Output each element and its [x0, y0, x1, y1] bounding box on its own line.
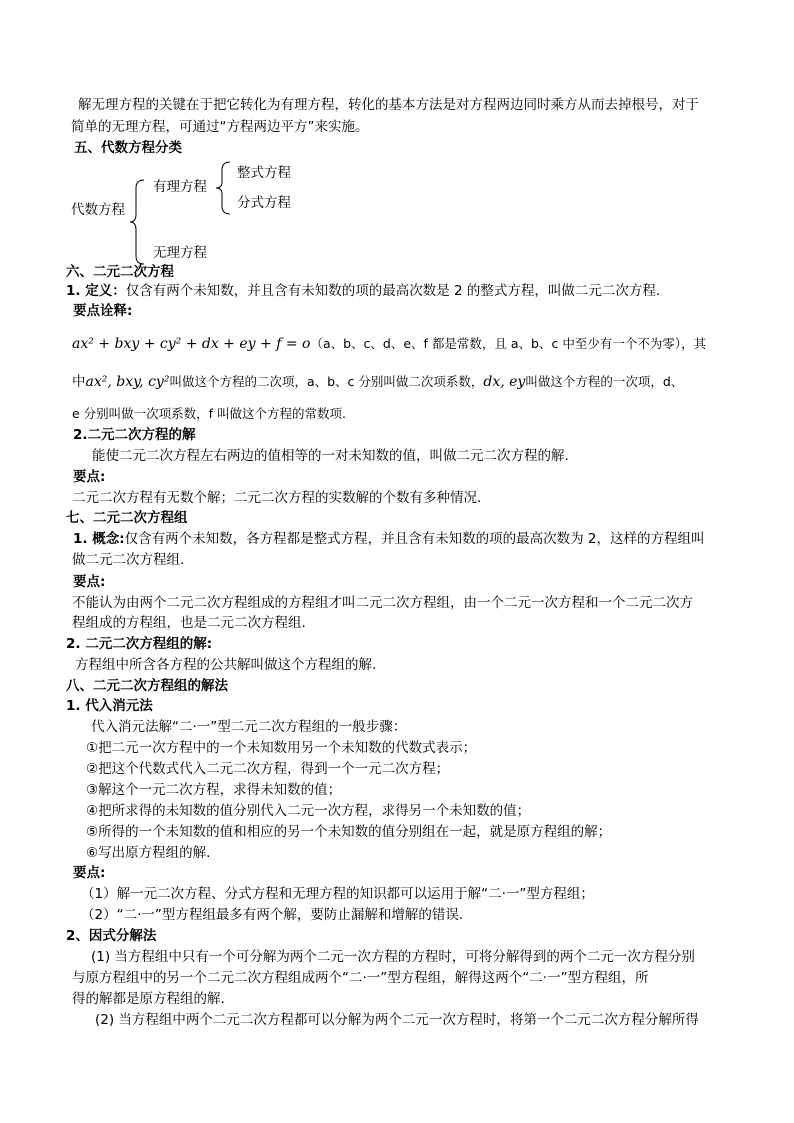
- quadratic-terms-text: 叫做这个方程的二次项，a、b、c 分别叫做二次项系数，: [169, 374, 484, 389]
- section7-heading: 七、二元二次方程组: [66, 510, 188, 526]
- step-5: ⑤所得的一个未知数的值和相应的另一个未知数的值分别组在一起，就是原方程组的解；: [86, 824, 612, 840]
- line-prefix: 中: [72, 374, 86, 390]
- quadratic-terms-line: [72, 372, 683, 392]
- section5-heading: 五、代数方程分类: [74, 140, 182, 156]
- system-solution-text: 方程组中所含各方程的公共解叫做这个方程组的解.: [75, 657, 377, 673]
- key-8-2: （2）“二·一”型方程组最多有两个解，要防止漏解和增解的错误.: [81, 907, 464, 923]
- step-4: ④把所求得的未知数的值分别代入二元一次方程，求得另一个未知数的值；: [86, 803, 531, 819]
- method2-p1-line-1: (1) 当方程组中只有一个可分解为两个二元一次方程的方程时，可将分解得到的两个二元一次方程分别: [91, 949, 695, 965]
- concept-line-2: 做二元二次方程组.: [72, 552, 185, 568]
- key-heading-6: 要点:: [73, 469, 106, 485]
- intro-line-1: 解无理方程的关键在于把它转化为有理方程，转化的基本方法是对方程两边同时乘方从而去掉根号，对于: [78, 97, 699, 113]
- general-form-line: [72, 334, 706, 354]
- method2-p1-line-2: 与原方程组中的另一个二元二次方程组成两个“二·一”型方程组，解得这两个“二·一”型方程组，所: [72, 970, 649, 986]
- large-brace-icon: [128, 178, 148, 266]
- linear-terms-text: 叫做这个方程的一次项，d、: [525, 374, 684, 389]
- key-text-7-2: 程组成的方程组，也是二元二次方程组.: [72, 615, 306, 631]
- definition-text: 仅含有两个未知数，并且含有未知数的项的最高次数是 2 的整式方程，叫做二元二次方程.: [125, 283, 661, 299]
- step-2: ②把这个代数式代入二元二次方程，得到一个一元二次方程；: [86, 761, 450, 777]
- quadratic-terms: ax², bxy, cy²: [85, 374, 170, 390]
- section8-heading: 八、二元二次方程组的解法: [66, 678, 228, 694]
- definition-label: 1. 定义：: [66, 283, 126, 299]
- method1-intro: 代入消元法解“二·一”型二元二次方程组的一般步骤：: [91, 719, 407, 735]
- key-heading-8: 要点:: [73, 865, 106, 881]
- key-8-1: （1）解一元二次方程、分式方程和无理方程的知识都可以运用于解“二·一”型方程组；: [81, 886, 594, 902]
- step-1: ①把二元一次方程中的一个未知数用另一个未知数的代数式表示；: [86, 740, 477, 756]
- solution-heading: 2.二元二次方程的解: [73, 427, 196, 443]
- general-form-text: （a、b、c、d、e、f 都是常数，且 a、b、c 中至少有一个不为零），其: [310, 336, 707, 351]
- section6-definition: [66, 281, 660, 301]
- section6-heading: 六、二元二次方程: [66, 264, 174, 280]
- key-text-6: 二元二次方程有无数个解；二元二次方程的实数解的个数有多种情况.: [72, 490, 482, 506]
- key-text-7-1: 不能认为由两个二元二次方程组成的方程组才叫二元二次方程组，由一个二元一次方程和一个二元二次方: [72, 595, 693, 611]
- classification-fractional: 分式方程: [237, 195, 291, 211]
- step-3: ③解这个一元二次方程，求得未知数的值；: [86, 782, 342, 798]
- note-heading: 要点诠释:: [73, 303, 133, 319]
- method1-heading: 1. 代入消元法: [66, 698, 153, 714]
- classification-rational: 有理方程: [153, 179, 207, 195]
- solution-text: 能使二元二次方程左右两边的值相等的一对未知数的值，叫做二元二次方程的解.: [92, 448, 569, 464]
- key-heading-7: 要点:: [73, 574, 106, 590]
- concept-text-1: 仅含有两个未知数，各方程都是整式方程，并且含有未知数的项的最高次数为 2，这样的方程组叫: [124, 531, 705, 547]
- method2-heading: 2、因式分解法: [66, 928, 157, 944]
- intro-line-2: 简单的无理方程，可通过“方程两边平方”来实施。: [71, 119, 369, 135]
- method2-p1-line-3: 得的解都是原方程组的解.: [72, 991, 225, 1007]
- concept-line-1: [73, 529, 705, 549]
- small-brace-icon: [214, 160, 234, 216]
- constant-term-line: e 分别叫做一次项系数，f 叫做这个方程的常数项.: [72, 406, 347, 421]
- classification-root: 代数方程: [71, 202, 125, 218]
- classification-integral: 整式方程: [237, 165, 291, 181]
- step-6: ⑥写出原方程组的解.: [86, 845, 211, 861]
- method2-p2-line-1: (2) 当方程组中两个二元二次方程都可以分解为两个二元一次方程时，将第一个二元二次方程分解所得: [95, 1012, 699, 1028]
- general-form-formula: ax² + bxy + cy² + dx + ey + f = o: [72, 336, 311, 352]
- classification-irrational: 无理方程: [153, 245, 207, 261]
- concept-label: 1. 概念:: [73, 531, 125, 547]
- linear-terms: dx, ey: [483, 374, 526, 390]
- system-solution-heading: 2. 二元二次方程组的解:: [66, 636, 213, 652]
